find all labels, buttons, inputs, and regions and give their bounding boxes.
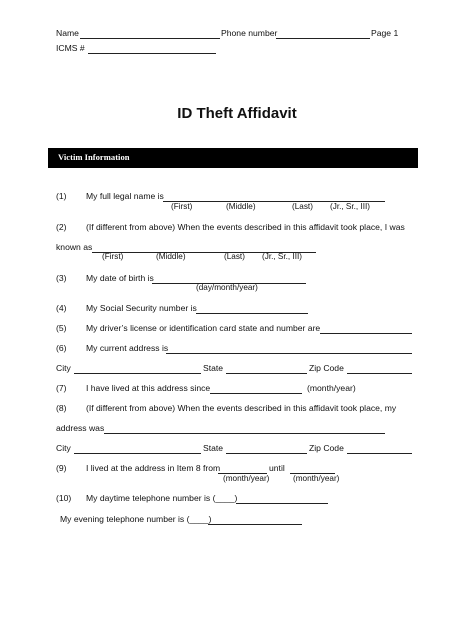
state-label-1: State (203, 363, 224, 373)
sub-month-year-from: (month/year) (223, 474, 270, 483)
until-label: until (269, 463, 285, 473)
sub-middle-2: (Middle) (156, 252, 186, 261)
phone-field[interactable] (276, 38, 370, 39)
section-header (48, 148, 418, 168)
city-field-2[interactable] (74, 453, 201, 454)
sub-first-2: (First) (102, 252, 124, 261)
question-6: My current address is (86, 343, 169, 353)
zip-label-1: Zip Code (309, 363, 344, 373)
former-address-field[interactable] (104, 433, 385, 434)
city-field-1[interactable] (74, 373, 201, 374)
zip-label-2: Zip Code (309, 443, 344, 453)
item-number-6: (6) (56, 343, 67, 353)
license-field[interactable] (320, 333, 412, 334)
item-number-5: (5) (56, 323, 67, 333)
question-4: My Social Security number is (86, 303, 197, 313)
question-8: (If different from above) When the events described in this affidavit took place, my (86, 403, 397, 413)
sub-last-1: (Last) (292, 202, 313, 211)
name-label: Name (56, 28, 79, 38)
question-10: My daytime telephone number is (____) (86, 493, 238, 503)
icms-label: ICMS # (56, 43, 85, 53)
evening-phone-field[interactable] (208, 524, 302, 525)
sub-middle-1: (Middle) (226, 202, 256, 211)
phone-label: Phone number (221, 28, 278, 38)
question-9: I lived at the address in Item 8 from (86, 463, 221, 473)
question-2-continued: known as (56, 242, 93, 252)
sub-last-2: (Last) (224, 252, 245, 261)
city-label-2: City (56, 443, 71, 453)
state-label-2: State (203, 443, 224, 453)
page-title: ID Theft Affidavit (177, 105, 297, 122)
item-number-8: (8) (56, 403, 67, 413)
page-number: Page 1 (371, 28, 399, 38)
month-year-label-7: (month/year) (307, 383, 356, 393)
city-label-1: City (56, 363, 71, 373)
question-1: My full legal name is (86, 191, 164, 201)
item-number-1: (1) (56, 191, 67, 201)
sub-suffix-2: (Jr., Sr., III) (262, 252, 303, 261)
zip-field-1[interactable] (347, 373, 412, 374)
item-number-10: (10) (56, 493, 72, 503)
question-3: My date of birth is (86, 273, 154, 283)
daytime-phone-field[interactable] (236, 503, 328, 504)
state-field-1[interactable] (226, 373, 307, 374)
question-5: My driver’s license or identification card state and number are (86, 323, 321, 333)
question-7: I have lived at this address since (86, 383, 211, 393)
item-number-7: (7) (56, 383, 67, 393)
sub-dmy: (day/month/year) (196, 283, 258, 292)
sub-first-1: (First) (171, 202, 193, 211)
zip-field-2[interactable] (347, 453, 412, 454)
question-8-continued: address was (56, 423, 105, 433)
lived-since-field[interactable] (210, 393, 302, 394)
item-number-2: (2) (56, 222, 67, 232)
item-number-3: (3) (56, 273, 67, 283)
question-11: My evening telephone number is (____) (60, 514, 212, 524)
sub-month-year-until: (month/year) (293, 474, 340, 483)
sub-suffix-1: (Jr., Sr., III) (330, 202, 371, 211)
icms-field[interactable] (88, 53, 216, 54)
item-number-4: (4) (56, 303, 67, 313)
section-title: Victim Information (58, 152, 130, 162)
ssn-field[interactable] (196, 313, 308, 314)
name-field[interactable] (80, 38, 220, 39)
item-number-9: (9) (56, 463, 67, 473)
current-address-field[interactable] (166, 353, 412, 354)
question-2: (If different from above) When the events described in this affidavit took place, I was (86, 222, 405, 232)
state-field-2[interactable] (226, 453, 307, 454)
